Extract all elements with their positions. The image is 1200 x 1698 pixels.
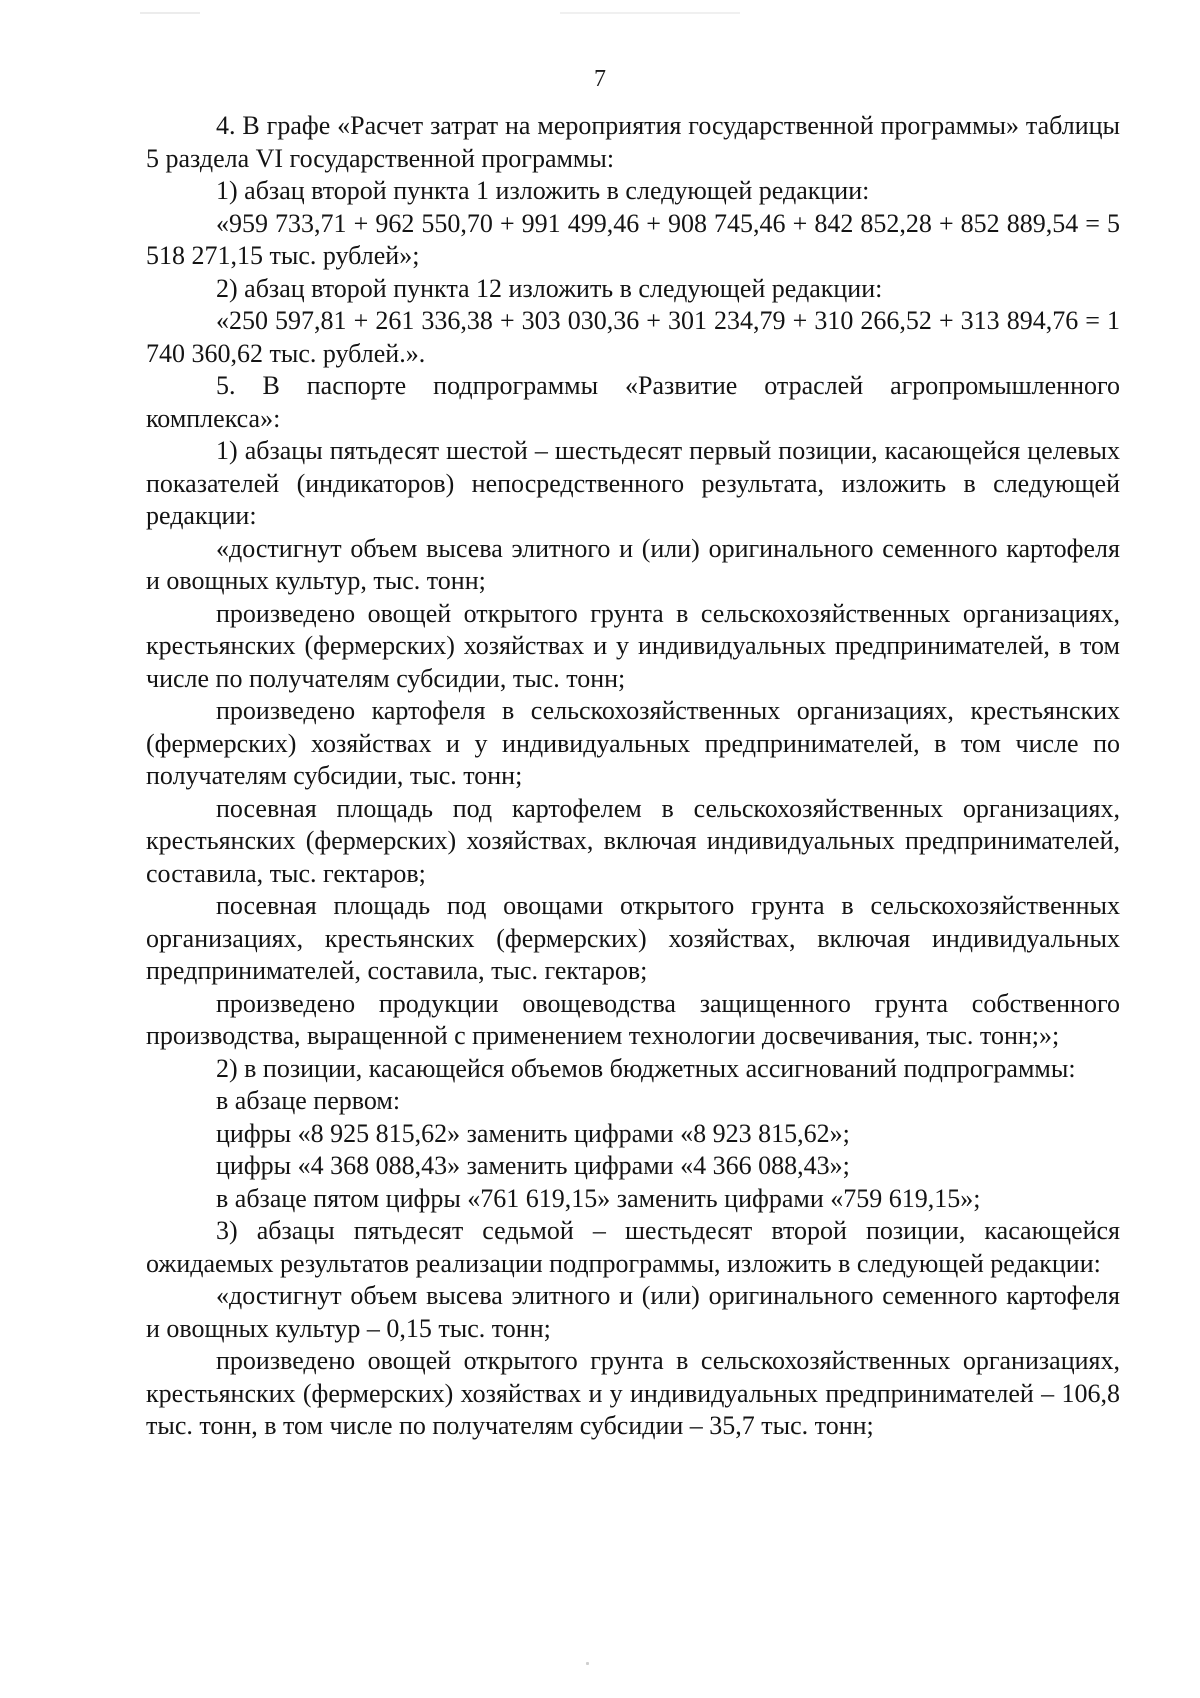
paragraph: цифры «4 368 088,43» заменить цифрами «4 366 088,43»; — [216, 1151, 850, 1180]
paragraph: 5. В паспорте подпрограммы «Развитие отраслей агропромышленного комплекса»: — [146, 371, 1120, 433]
paragraph: цифры «8 925 815,62» заменить цифрами «8 923 815,62»; — [216, 1118, 850, 1148]
paragraph: произведено овощей открытого грунта в сельскохозяйственных организациях, крестьянских (фермерских) хозяйствах и у индивидуальных предпринимателей – 106,8 тыс. тонн, в том числе по получателям субсидии – 35,7 тыс. тонн; — [146, 1346, 1120, 1440]
paragraph: 2) абзац второй пункта 12 изложить в следующей редакции: — [216, 273, 883, 303]
formula-paragraph: «250 597,81 + 261 336,38 + 303 030,36 + 301 234,79 + 310 266,52 + 313 894,76 = 1 740 360,62 тыс. рублей.». — [146, 306, 1120, 368]
paragraph: «достигнут объем высева элитного и (или) оригинального семенного картофеля и овощных культур, тыс. тонн; — [146, 533, 1120, 595]
formula-paragraph: «959 733,71 + 962 550,70 + 991 499,46 + 908 745,46 + 842 852,28 + 852 889,54 = 5 518 271,15 тыс. рублей»; — [146, 208, 1120, 270]
paragraph: произведено продукции овощеводства защищенного грунта собственного производства, выращенной с применением технологии досвечивания, тыс. тонн;»; — [146, 988, 1120, 1050]
scan-artifact — [140, 12, 200, 14]
paragraph: посевная площадь под картофелем в сельскохозяйственных организациях, крестьянских (фермерских) хозяйствах, включая индивидуальных предпринимателей, составила, тыс. гектаров; — [146, 793, 1120, 888]
paragraph: посевная площадь под овощами открытого грунта в сельскохозяйственных организациях, крестьянских (фермерских) хозяйствах, включая индивидуальных предпринимателей, составила, тыс. гектаров; — [146, 891, 1120, 985]
scan-artifact — [560, 12, 740, 14]
page-number: 7 — [594, 66, 606, 92]
paragraph: в абзаце пятом цифры «761 619,15» заменить цифрами «759 619,15»; — [216, 1183, 981, 1213]
scan-artifact — [586, 1662, 589, 1665]
paragraph: в абзаце первом: — [216, 1086, 401, 1115]
paragraph: произведено картофеля в сельскохозяйственных организациях, крестьянских (фермерских) хозяйствах и у индивидуальных предпринимателей, в том числе по получателям субсидии, тыс. тонн; — [146, 696, 1120, 790]
paragraph: 2) в позиции, касающейся объемов бюджетных ассигнований подпрограммы: — [216, 1053, 1076, 1083]
document-body — [146, 110, 1120, 1443]
paragraph: произведено овощей открытого грунта в сельскохозяйственных организациях, крестьянских (фермерских) хозяйствах и у индивидуальных предпринимателей, в том числе по получателям субсидии, тыс. тонн; — [146, 598, 1120, 693]
paragraph: 1) абзацы пятьдесят шестой – шестьдесят первый позиции, касающейся целевых показателей (индикаторов) непосредственного результата, изложить в следующей редакции: — [146, 436, 1120, 530]
paragraph: 3) абзацы пятьдесят седьмой – шестьдесят второй позиции, касающейся ожидаемых результатов реализации подпрограммы, изложить в следующей редакции: — [146, 1216, 1120, 1278]
paragraph: «достигнут объем высева элитного и (или) оригинального семенного картофеля и овощных культур – 0,15 тыс. тонн; — [146, 1281, 1120, 1343]
paragraph: 4. В графе «Расчет затрат на мероприятия государственной программы» таблицы 5 раздела VI государственной программы: — [146, 111, 1120, 173]
paragraph: 1) абзац второй пункта 1 изложить в следующей редакции: — [216, 176, 870, 205]
